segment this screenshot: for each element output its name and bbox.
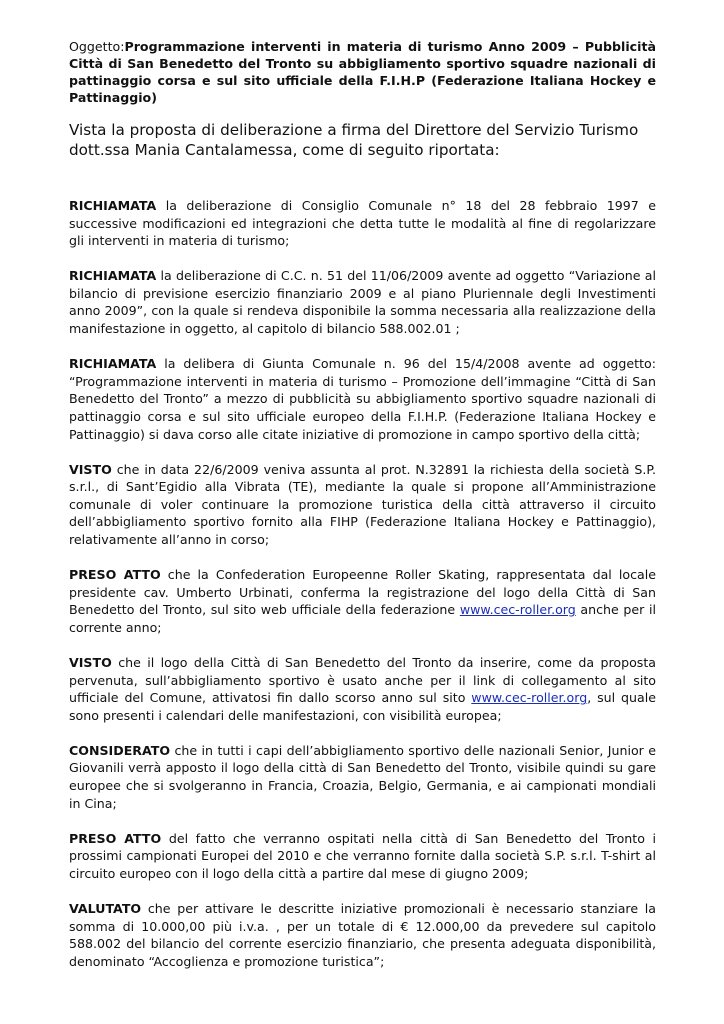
paragraph-text: la deliberazione di Consiglio Comunale n° 18 del 28 febbraio 1997 e successive modificazioni ed integrazioni che detta tutte le modalità al fine di regolarizzare gli interventi in materia di turismo; — [69, 198, 656, 249]
paragraph-keyword: VALUTATO — [69, 901, 142, 916]
paragraph-text: che in tutti i capi dell’abbigliamento sportivo delle nazionali Senior, Junior e Giovanili verrà apposto il logo della città di San Benedetto del Tronto, visibile quindi su gare europee che si svolgeranno in Francia, Croazia, Belgio, Germania, e ai campionati mondiali in Cina; — [69, 742, 656, 811]
paragraph-list — [69, 197, 656, 970]
paragraph-text: che in data 22/6/2009 veniva assunta al prot. N.32891 la richiesta della società S.P. s.r.l., di Sant’Egidio alla Vibrata (TE), mediante la quale si propone all’Amministrazione comunale di voler continuare la promozione turistica della città attraverso il circuito dell’abbigliamento sportivo fornito alla FIHP (Federazione Italiana Hockey e Pattinaggio), relativamente all’anno in corso; — [69, 461, 656, 547]
paragraph-considerato — [69, 742, 656, 812]
subject-title: Programmazione interventi in materia di turismo Anno 2009 – Pubblicità Città di San Benedetto del Tronto su abbigliamento sportivo squadre nazionali di pattinaggio corsa e sul sito ufficiale della F.I.H.P (Federazione Italiana Hockey e Pattinaggio) — [69, 39, 656, 105]
paragraph-keyword: VISTO — [69, 654, 112, 670]
paragraph-text: del fatto che verranno ospitati nella città di San Benedetto del Tronto i prossimi campionati Europei del 2010 e che verranno fornite dalla società S.P. s.r.l. T-shirt al circuito europeo con il logo della città a partire dal mese di giugno 2009; — [69, 830, 656, 881]
paragraph-keyword: RICHIAMATA — [69, 198, 157, 213]
paragraph-keyword: VISTO — [69, 461, 112, 477]
paragraph-keyword: PRESO ATTO — [69, 830, 162, 846]
paragraph-richiamata-1 — [69, 197, 656, 250]
document-page — [69, 38, 656, 988]
paragraph-text: che il logo della Città di San Benedetto del Tronto da inserire, come da proposta pervenuta, sull’abbigliamento sportivo è usato anche per il link di collegamento al sito ufficiale del Comune, attivatosi fin dallo scorso anno sul sito — [69, 654, 656, 706]
paragraph-keyword: RICHIAMATA — [69, 356, 157, 372]
subject-heading — [69, 38, 656, 106]
paragraph-text: la deliberazione di C.C. n. 51 del 11/06/2009 avente ad oggetto “Variazione al bilancio di previsione esercizio finanziario 2009 e al piano Pluriennale degli Investimenti anno 2009”, con la quale si rendeva disponibile la somma necessaria alla realizzazione della manifestazione in oggetto, al capitolo di bilancio 588.002.01 ; — [69, 268, 656, 337]
paragraph-richiamata-3 — [69, 355, 656, 443]
paragraph-text-after: anche per il corrente anno; — [69, 602, 656, 635]
paragraph-valutato — [69, 900, 656, 970]
paragraph-keyword: CONSIDERATO — [69, 742, 171, 758]
intro-text: Vista la proposta di deliberazione a firma del Direttore del Servizio Turismo dott.ssa Mania Cantalamessa, come di seguito riportata: — [69, 121, 639, 159]
paragraph-text: la delibera di Giunta Comunale n. 96 del 15/4/2008 avente ad oggetto: “Programmazione interventi in materia di turismo – Promozione dell’immagine “Città di San Benedetto del Tronto” a mezzo di pubblicità su abbigliamento sportivo squadre nazionali di pattinaggio corsa e sul sito ufficiale europeo della F.I.H.P. (Federazione Italiana Hockey e Pattinaggio) si dava corso alle citate iniziative di promozione in campo sportivo della città; — [69, 356, 656, 442]
cec-roller-link[interactable]: www.cec-roller.org — [471, 690, 588, 706]
paragraph-text: che per attivare le descritte iniziative promozionali è necessario stanziare la somma di 10.000,00 più i.v.a. , per un totale di € 12.000,00 da prevedere sul capitolo 588.002 del bilancio del corrente esercizio finanziario, che presenta adeguata disponibilità, denominato “Accoglienza e promozione turistica”; — [69, 901, 656, 969]
paragraph-preso-atto-1 — [69, 566, 656, 636]
paragraph-visto-1 — [69, 461, 656, 549]
paragraph-preso-atto-2 — [69, 830, 656, 883]
paragraph-visto-2 — [69, 654, 656, 724]
paragraph-richiamata-2 — [69, 267, 656, 337]
cec-roller-link[interactable]: www.cec-roller.org — [459, 602, 576, 618]
paragraph-text: che la Confederation Europeenne Roller Skating, rappresentata dal locale presidente cav. Umberto Urbinati, conferma la registrazione del logo della Città di San Benedetto del Tronto, sul sito web ufficiale della federazione — [69, 567, 656, 618]
paragraph-keyword: PRESO ATTO — [69, 567, 161, 583]
paragraph-keyword: RICHIAMATA — [69, 268, 157, 284]
subject-lead: Oggetto: — [69, 39, 125, 54]
paragraph-text-after: , sul quale sono presenti i calendari delle manifestazioni, con visibilità europea; — [69, 690, 656, 723]
